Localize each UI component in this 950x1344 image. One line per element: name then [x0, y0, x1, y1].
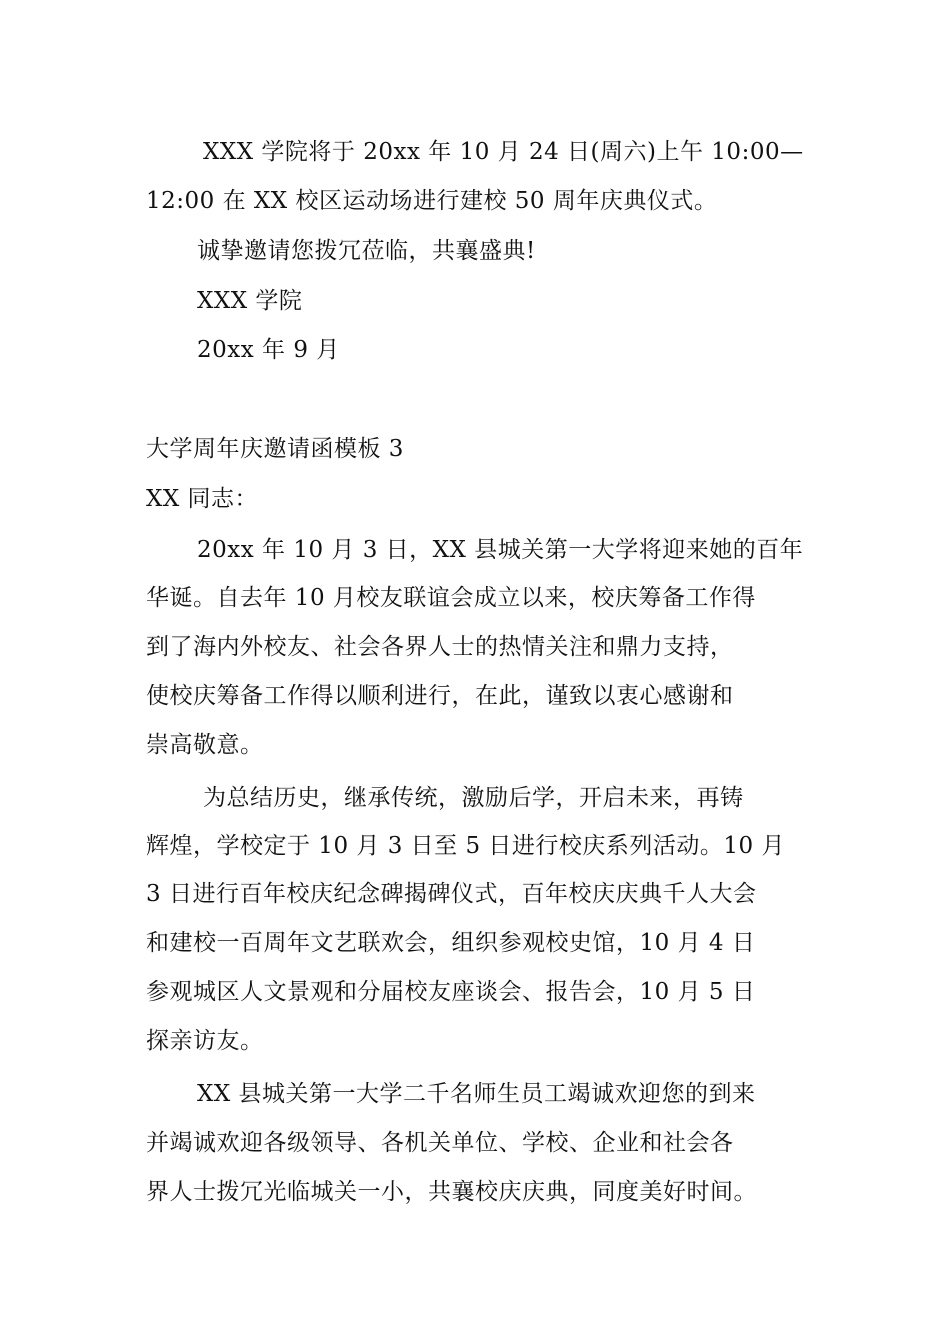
- signature-org: XXX 学院: [197, 288, 303, 314]
- paragraph-line: 为总结历史，继承传统，激励后学，开启未来，再铸: [203, 785, 744, 811]
- paragraph-line: XX 县城关第一大学二千名师生员工竭诚欢迎您的到来: [197, 1081, 756, 1107]
- paragraph-line: 并竭诚欢迎各级领导、各机关单位、学校、企业和社会各: [146, 1130, 734, 1156]
- salutation: XX 同志：: [146, 486, 259, 512]
- paragraph-line: 12:00 在 XX 校区运动场进行建校 50 周年庆典仪式。: [146, 188, 718, 214]
- paragraph-line: 20xx 年 10 月 3 日，XX 县城关第一大学将迎来她的百年: [197, 537, 804, 563]
- paragraph-line: 探亲访友。: [146, 1028, 264, 1054]
- signature-date: 20xx 年 9 月: [197, 337, 340, 363]
- paragraph-line: 华诞。自去年 10 月校友联谊会成立以来，校庆筹备工作得: [146, 585, 756, 611]
- paragraph-line: 3 日进行百年校庆纪念碑揭碑仪式，百年校庆庆典千人大会: [146, 881, 757, 907]
- section-title: 大学周年庆邀请函模板 3: [146, 436, 404, 462]
- paragraph-line: 到了海内外校友、社会各界人士的热情关注和鼎力支持，: [146, 634, 734, 660]
- paragraph-line: 和建校一百周年文艺联欢会，组织参观校史馆，10 月 4 日: [146, 930, 756, 956]
- paragraph-line: 崇高敬意。: [146, 732, 264, 758]
- paragraph-line: 辉煌，学校定于 10 月 3 日至 5 日进行校庆系列活动。10 月: [146, 833, 785, 859]
- paragraph-line: 使校庆筹备工作得以顺利进行，在此，谨致以衷心感谢和: [146, 683, 734, 709]
- paragraph-line: 界人士拨冗光临城关一小，共襄校庆庆典，同度美好时间。: [146, 1179, 757, 1205]
- paragraph-line: XXX 学院将于 20xx 年 10 月 24 日(周六)上午 10:00—: [203, 139, 804, 165]
- paragraph-line: 参观城区人文景观和分届校友座谈会、报告会，10 月 5 日: [146, 979, 756, 1005]
- invite-line: 诚挚邀请您拨冗莅临，共襄盛典!: [197, 238, 536, 264]
